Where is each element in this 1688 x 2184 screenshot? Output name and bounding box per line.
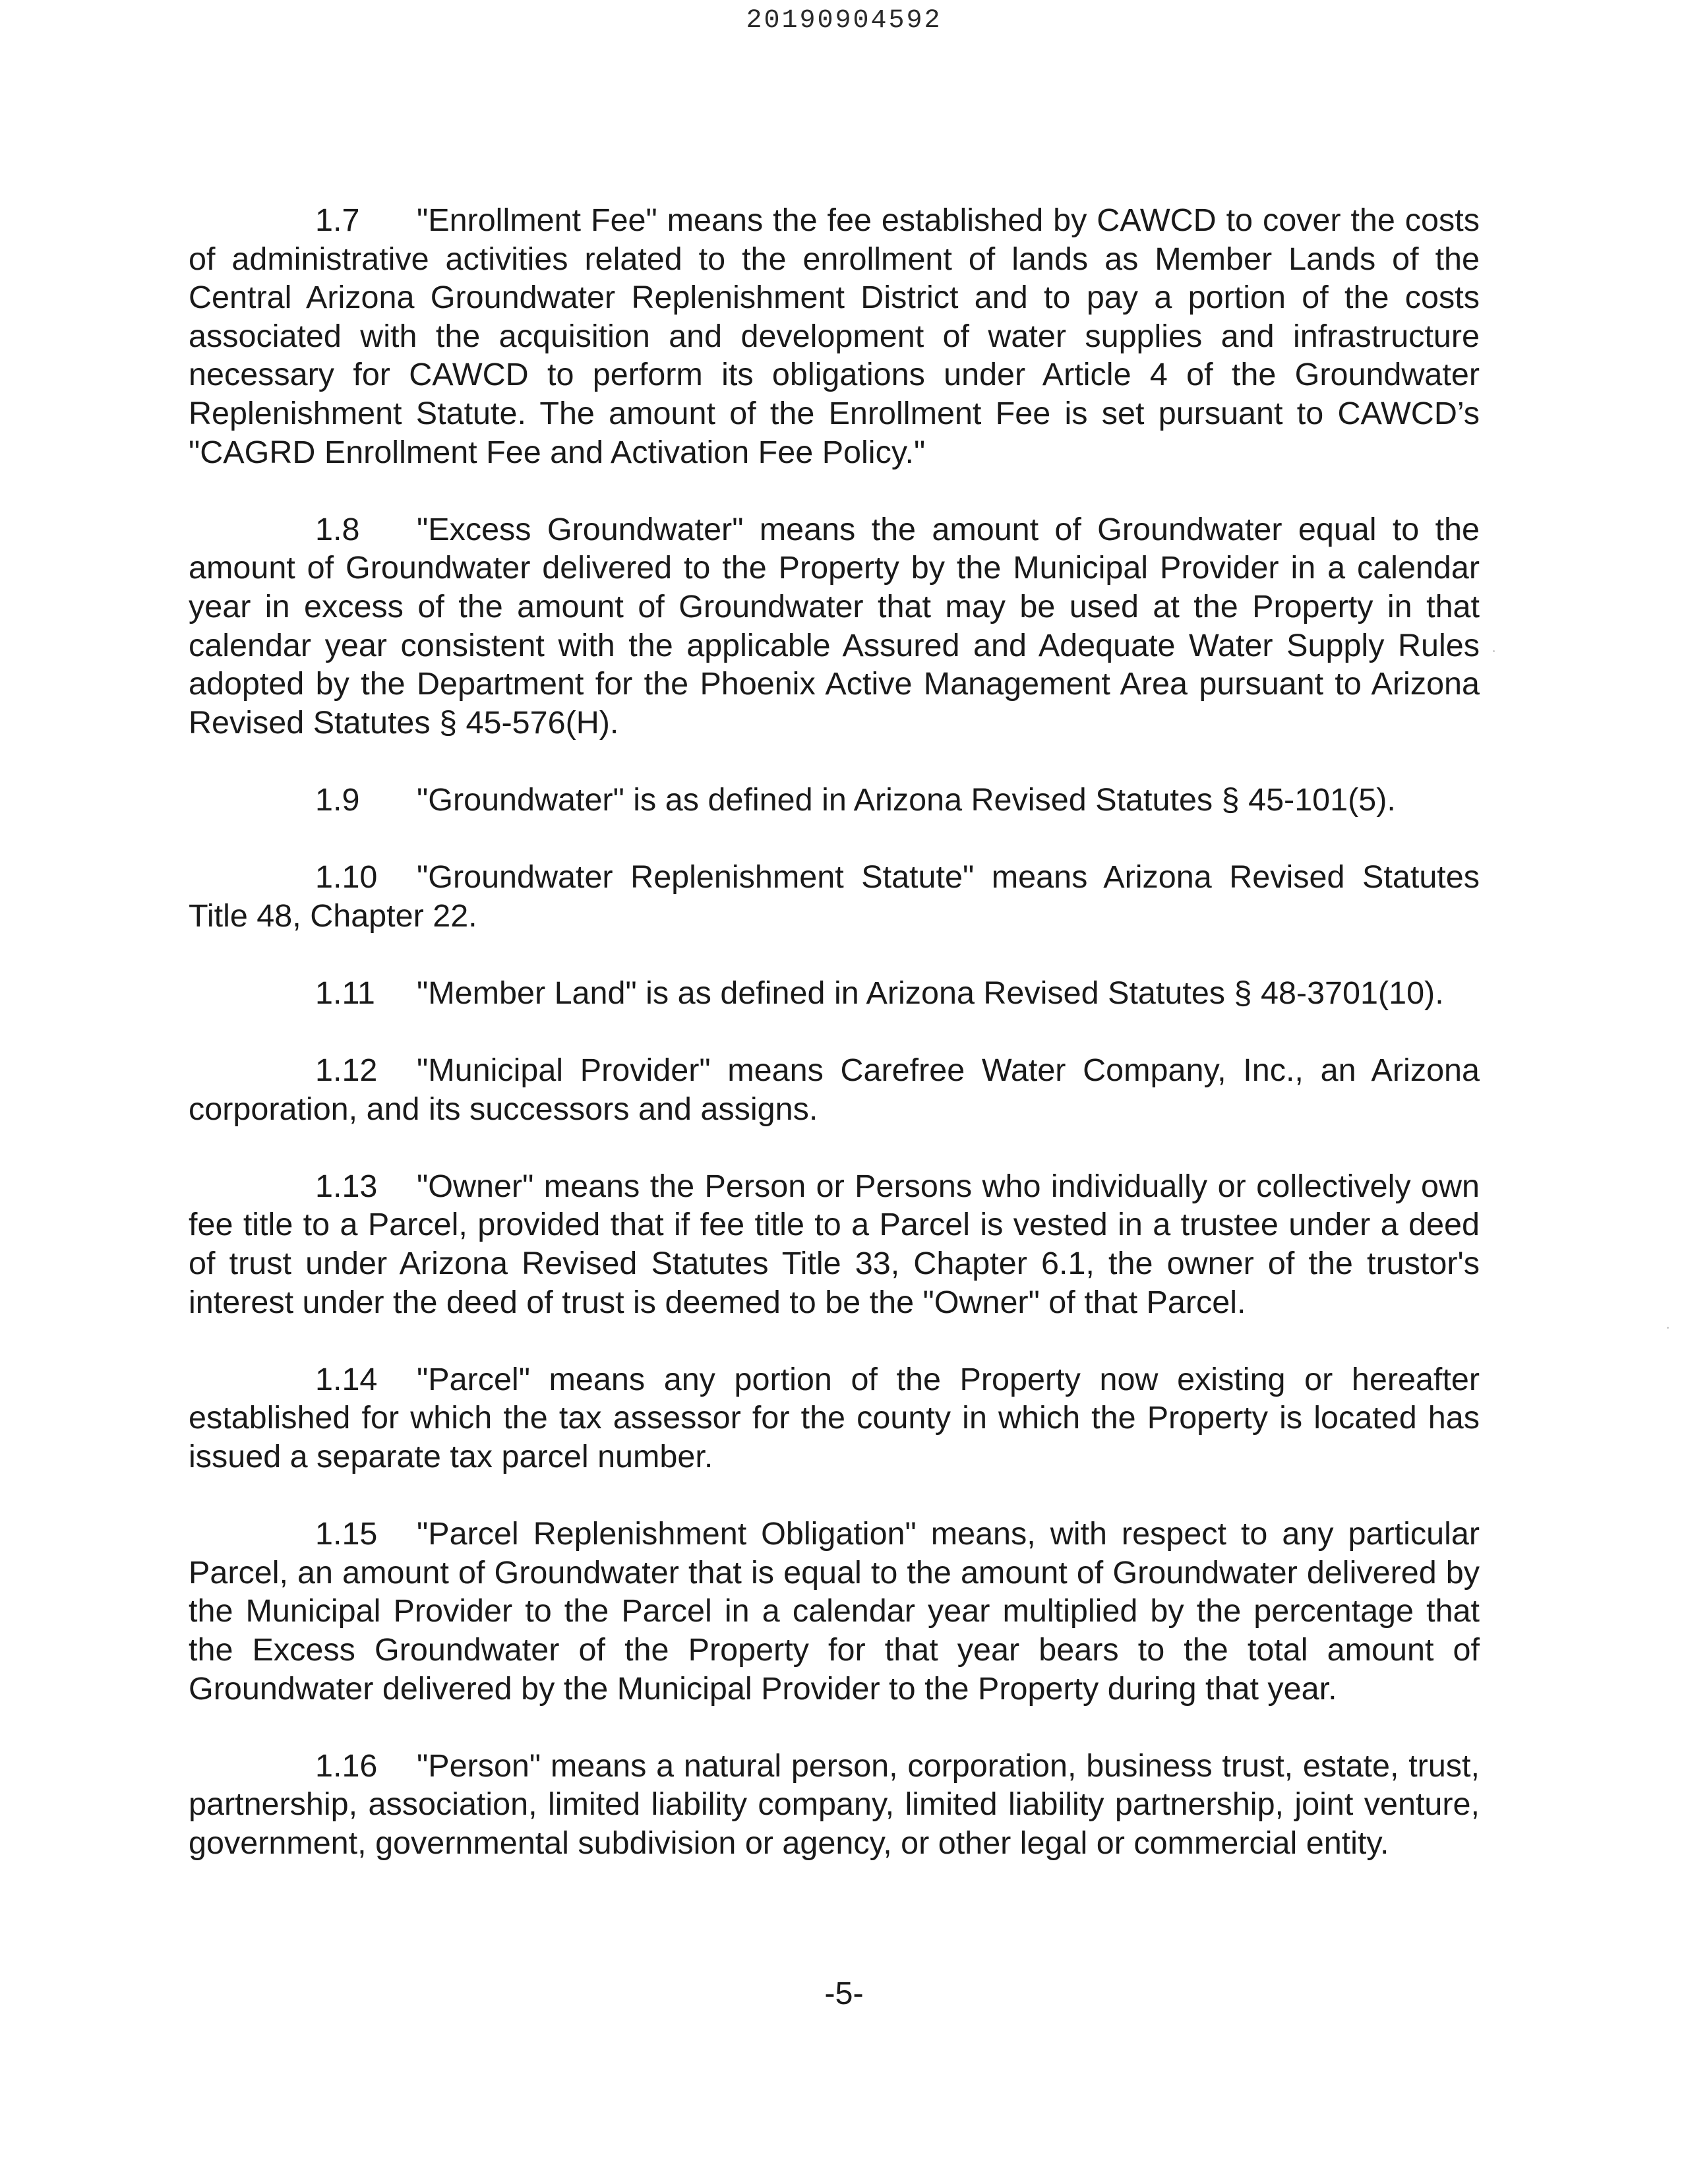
section-text: "Person" means a natural person, corporation, business trust, estate, trust, partnership, association, limited liability company, limited liability partnership, joint venture, government, governmental subdivision or agency, or other legal or commercial entity.	[189, 1747, 1480, 1861]
section-1-12	[189, 1051, 1480, 1128]
section-text: "Member Land" is as defined in Arizona Revised Statutes § 48-3701(10).	[417, 975, 1444, 1011]
section-text: "Groundwater" is as defined in Arizona Revised Statutes § 45-101(5).	[417, 781, 1396, 818]
section-number: 1.11	[315, 975, 375, 1011]
section-number: 1.13	[315, 1168, 378, 1204]
scan-speck	[1667, 1327, 1669, 1329]
section-1-8	[189, 510, 1480, 743]
recording-number: 20190904592	[746, 6, 942, 36]
section-text: "Enrollment Fee" means the fee established by CAWCD to cover the costs of administrative activities related to the enrollment of lands as Member Lands of the Central Arizona Groundwater Replenishment District and to pay a portion of the costs associated with the acquisition and development of water supplies and infrastructure necessary for CAWCD to perform its obligations under Article 4 of the Groundwater Replenishment Statute. The amount of the Enrollment Fee is set pursuant to CAWCD’s "CAGRD Enrollment Fee and Activation Fee Policy."	[189, 202, 1480, 470]
section-number: 1.14	[315, 1361, 378, 1397]
section-1-13	[189, 1167, 1480, 1321]
section-number: 1.7	[315, 202, 360, 238]
section-1-14	[189, 1360, 1480, 1476]
section-text: "Parcel" means any portion of the Property now existing or hereafter established for which the tax assessor for the county in which the Property is located has issued a separate tax parcel number.	[189, 1361, 1480, 1474]
section-1-9	[189, 781, 1480, 820]
section-text: "Owner" means the Person or Persons who individually or collectively own fee title to a Parcel, provided that if fee title to a Parcel is vested in a trustee under a deed of trust under Arizona Revised Statutes Title 33, Chapter 6.1, the owner of the trustor's interest under the deed of trust is deemed to be the "Owner" of that Parcel.	[189, 1168, 1480, 1320]
section-number: 1.16	[315, 1747, 378, 1784]
section-text: "Municipal Provider" means Carefree Water Company, Inc., an Arizona corporation, and its successors and assigns.	[189, 1052, 1480, 1127]
document-body	[189, 201, 1480, 1863]
page-number: -5-	[824, 1976, 864, 2011]
section-1-7	[189, 201, 1480, 471]
section-1-11	[189, 974, 1480, 1013]
section-1-16	[189, 1747, 1480, 1863]
section-number: 1.9	[315, 781, 360, 818]
section-text: "Parcel Replenishment Obligation" means, with respect to any particular Parcel, an amount of Groundwater that is equal to the amount of Groundwater delivered by the Municipal Provider to the Parcel in a calendar year multiplied by the percentage that the Excess Groundwater of the Property for that year bears to the total amount of Groundwater delivered by the Municipal Provider to the Property during that year.	[189, 1516, 1480, 1707]
section-text: "Groundwater Replenishment Statute" means Arizona Revised Statutes Title 48, Chapter 22.	[189, 859, 1480, 934]
section-1-15	[189, 1515, 1480, 1708]
section-number: 1.12	[315, 1052, 378, 1089]
section-number: 1.8	[315, 511, 360, 547]
scan-speck	[1493, 650, 1495, 652]
section-1-10	[189, 858, 1480, 935]
section-text: "Excess Groundwater" means the amount of Groundwater equal to the amount of Groundwater delivered to the Property by the Municipal Provider in a calendar year in excess of the amount of Groundwater that may be used at the Property in that calendar year consistent with the applicable Assured and Adequate Water Supply Rules adopted by the Department for the Phoenix Active Management Area pursuant to Arizona Revised Statutes § 45-576(H).	[189, 511, 1480, 741]
section-number: 1.15	[315, 1516, 378, 1552]
section-number: 1.10	[315, 859, 378, 895]
